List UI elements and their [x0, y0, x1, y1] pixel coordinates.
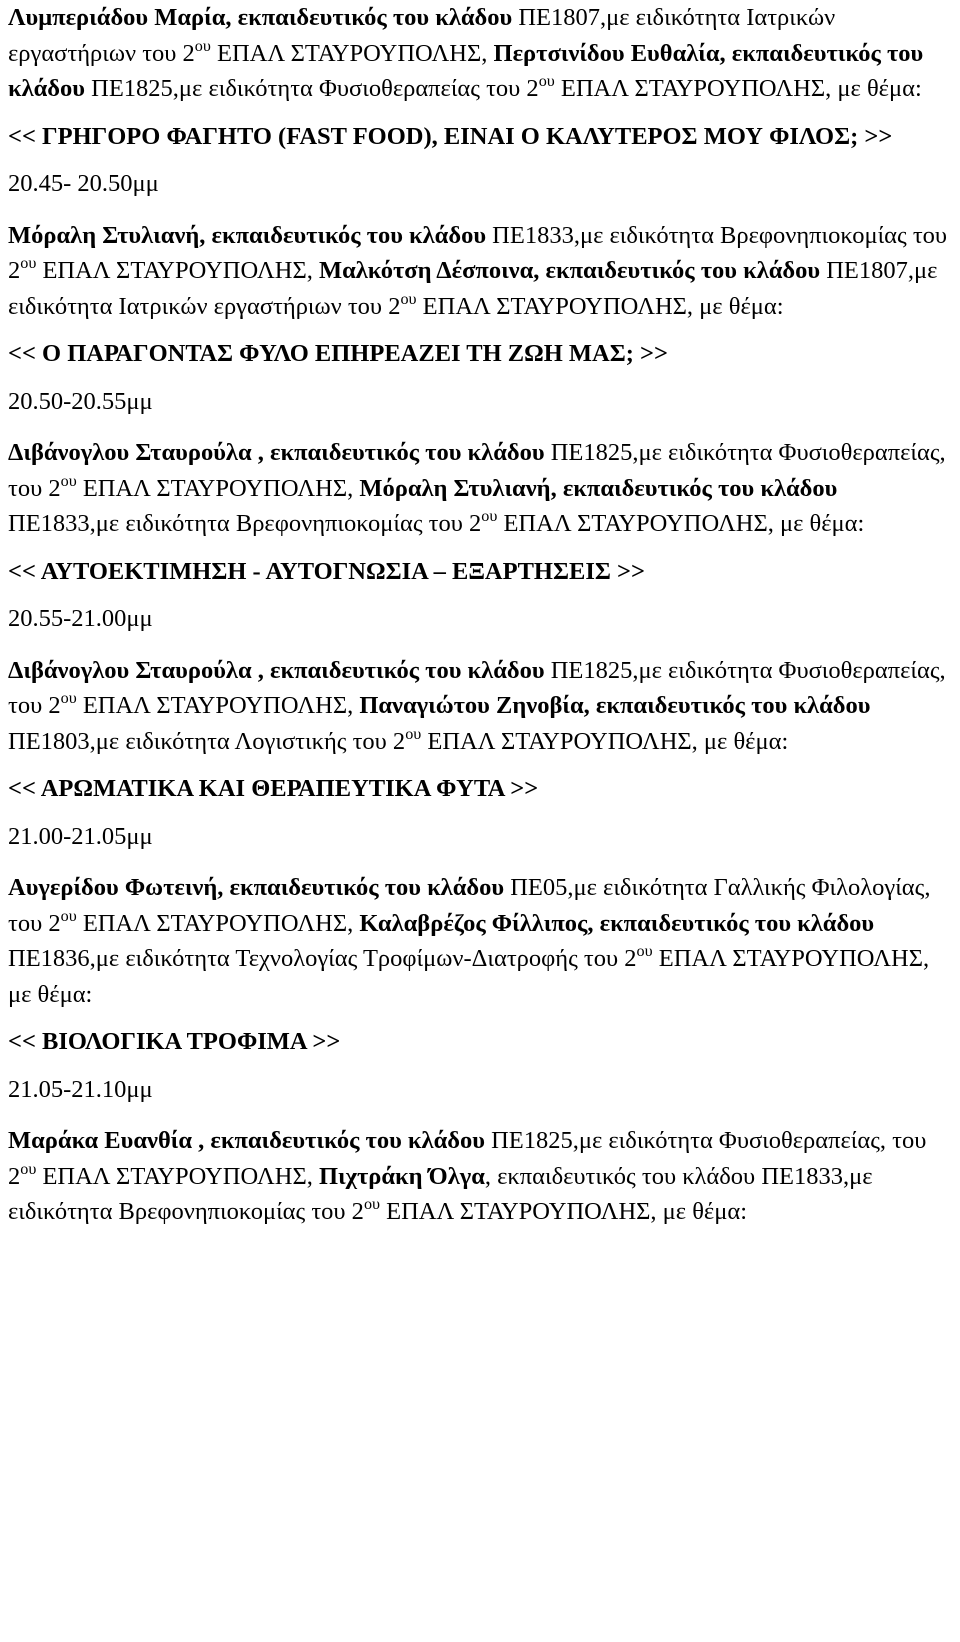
time-slot: 20.55-21.00μμ	[8, 605, 153, 632]
time-slot: 20.50-20.55μμ	[8, 387, 153, 415]
presenter-name: Λυμπεριάδου Μαρία, εκπαιδευτικός του κλάδου	[8, 4, 513, 31]
presenter-name: Παναγιώτου Ζηνοβία, εκπαιδευτικός του κλάδου	[359, 692, 871, 719]
paragraph-text: ΠΕ1836,με ειδικότητα Τεχνολογίας Τροφίμων-Διατροφής του 2	[8, 945, 637, 972]
paragraph-text: ΠΕ1833,με ειδικότητα Βρεφονηπιοκομίας του 2	[8, 510, 482, 537]
paragraph-text: ΕΠΑΛ ΣΤΑΥΡΟΥΠΟΛΗΣ,	[36, 257, 319, 284]
topic-title: << Ο ΠΑΡΑΓΟΝΤΑΣ ΦΥΛΟ ΕΠΗΡΕΑΖΕΙ ΤΗ ΖΩΗ ΜΑΣ; >>	[8, 340, 668, 367]
paragraph-text: ΠΕ1825,με ειδικότητα Φυσιοθεραπείας του 2	[85, 75, 539, 102]
presenters-paragraph	[8, 218, 952, 325]
spacer	[8, 1012, 952, 1024]
ordinal-superscript: ου	[60, 689, 77, 707]
presenter-name: Μαλκότση Δέσποινα, εκπαιδευτικός του κλάδου	[318, 257, 821, 284]
presenters-paragraph	[8, 0, 952, 107]
paragraph-text: , εκπαιδευτικός του κλάδου ΠΕ1833,με ειδικότητα Βρεφονηπιοκομίας του 2	[8, 1162, 873, 1225]
topic-title: << ΒΙΟΛΟΓΙΚΑ ΤΡΟΦΙΜΑ >>	[8, 1028, 341, 1055]
paragraph-text: ΕΠΑΛ ΣΤΑΥΡΟΥΠΟΛΗΣ, με θέμα:	[8, 945, 930, 1008]
paragraph-text: ΕΠΑΛ ΣΤΑΥΡΟΥΠΟΛΗΣ, με θέμα:	[554, 75, 922, 102]
paragraph-text: ΕΠΑΛ ΣΤΑΥΡΟΥΠΟΛΗΣ, με θέμα:	[380, 1198, 748, 1225]
paragraph-text: ΕΠΑΛ ΣΤΑΥΡΟΥΠΟΛΗΣ, με θέμα:	[497, 510, 865, 537]
spacer	[8, 202, 952, 218]
paragraph-text: ΠΕ1825,με ειδικότητα Φυσιοθεραπείας, του 2	[8, 656, 946, 719]
spacer	[8, 807, 952, 819]
paragraph-text: ΕΠΑΛ ΣΤΑΥΡΟΥΠΟΛΗΣ,	[210, 39, 494, 67]
spacer	[8, 372, 952, 384]
spacer	[8, 419, 952, 435]
paragraph-text: ΠΕ05,με ειδικότητα Γαλλικής Φιλολογίας, του 2	[8, 874, 931, 937]
presenter-name: Μόραλη Στυλιανή, εκπαιδευτικός του κλάδου	[359, 474, 838, 502]
paragraph-text: ΕΠΑΛ ΣΤΑΥΡΟΥΠΟΛΗΣ, με θέμα:	[421, 727, 789, 755]
spacer	[8, 107, 952, 119]
paragraph-text: ΠΕ1803,με ειδικότητα Λογιστικής του 2	[8, 727, 406, 755]
ordinal-superscript: ου	[194, 37, 211, 55]
ordinal-superscript: ου	[538, 72, 555, 90]
ordinal-superscript: ου	[363, 1195, 381, 1213]
ordinal-superscript: ου	[20, 1160, 37, 1178]
presenters-paragraph	[8, 435, 952, 542]
session-entry	[8, 870, 952, 1123]
presenter-name: Καλαβρέζος Φίλλιπος, εκπαιδευτικός του κλάδου	[359, 909, 875, 937]
topic-title: << ΓΡΗΓΟΡΟ ΦΑΓΗΤΟ (FAST FOOD), ΕΙΝΑΙ Ο ΚΑΛΥΤΕΡΟΣ ΜΟΥ ΦΙΛΟΣ; >>	[8, 122, 893, 150]
ordinal-superscript: ου	[636, 942, 653, 960]
spacer	[8, 324, 952, 336]
session-entry	[8, 1123, 952, 1230]
ordinal-superscript: ου	[405, 725, 422, 743]
presenters-paragraph	[8, 1123, 952, 1230]
paragraph-text: ΕΠΑΛ ΣΤΑΥΡΟΥΠΟΛΗΣ,	[76, 474, 360, 502]
time-slot: 21.05-21.10μμ	[8, 1075, 153, 1103]
presenter-name: Πιχτράκη Όλγα	[318, 1162, 485, 1190]
spacer	[8, 542, 952, 554]
spacer	[8, 1107, 952, 1123]
presenter-name: Διβάνογλου Σταυρούλα , εκπαιδευτικός του κλάδου	[8, 439, 545, 466]
spacer	[8, 854, 952, 870]
session-list	[8, 0, 952, 1230]
session-entry	[8, 435, 952, 653]
paragraph-text: ΕΠΑΛ ΣΤΑΥΡΟΥΠΟΛΗΣ,	[76, 909, 360, 937]
paragraph-text: ΕΠΑΛ ΣΤΑΥΡΟΥΠΟΛΗΣ, με θέμα:	[416, 292, 784, 320]
session-entry	[8, 653, 952, 871]
time-slot: 20.45- 20.50μμ	[8, 170, 159, 197]
topic-title: << ΑΥΤΟΕΚΤΙΜΗΣΗ - ΑΥΤΟΓΝΩΣΙΑ – ΕΞΑΡΤΗΣΕΙΣ >>	[8, 557, 645, 585]
ordinal-superscript: ου	[60, 472, 77, 490]
session-entry	[8, 0, 952, 218]
ordinal-superscript: ου	[481, 507, 498, 525]
spacer	[8, 1060, 952, 1072]
time-slot: 21.00-21.05μμ	[8, 822, 153, 850]
paragraph-text: ΠΕ1825,με ειδικότητα Φυσιοθεραπείας, του 2	[8, 439, 946, 502]
paragraph-text: ΕΠΑΛ ΣΤΑΥΡΟΥΠΟΛΗΣ,	[36, 1162, 319, 1190]
session-entry	[8, 218, 952, 436]
presenter-name: Αυγερίδου Φωτεινή, εκπαιδευτικός του κλάδου	[8, 874, 505, 901]
ordinal-superscript: ου	[60, 907, 77, 925]
spacer	[8, 759, 952, 771]
spacer	[8, 589, 952, 601]
paragraph-text: ΕΠΑΛ ΣΤΑΥΡΟΥΠΟΛΗΣ,	[76, 692, 360, 719]
spacer	[8, 154, 952, 166]
paragraph-text: ΠΕ1825,με ειδικότητα Φυσιοθεραπείας, του 2	[8, 1127, 927, 1190]
ordinal-superscript: ου	[20, 254, 37, 272]
paragraph-text: ΠΕ1807,με ειδικότητα Ιατρικών εργαστήριων του 2	[8, 4, 836, 67]
presenter-name: Μαράκα Ευανθία , εκπαιδευτικός του κλάδου	[8, 1127, 485, 1154]
presenters-paragraph	[8, 653, 952, 760]
presenter-name: Διβάνογλου Σταυρούλα , εκπαιδευτικός του κλάδου	[8, 656, 545, 684]
presenter-name: Περτσινίδου Ευθαλία, εκπαιδευτικός του κλάδου	[8, 39, 924, 102]
presenters-paragraph	[8, 870, 952, 1012]
spacer	[8, 637, 952, 653]
paragraph-text: ΠΕ1833,με ειδικότητα Βρεφονηπιοκομίας του 2	[8, 221, 948, 284]
ordinal-superscript: ου	[400, 290, 417, 308]
presenter-name: Μόραλη Στυλιανή, εκπαιδευτικός του κλάδου	[8, 221, 487, 249]
paragraph-text: ΠΕ1807,με ειδικότητα Ιατρικών εργαστήριων του 2	[8, 257, 938, 320]
topic-title: << ΑΡΩΜΑΤΙΚΑ ΚΑΙ ΘΕΡΑΠΕΥΤΙΚΑ ΦΥΤΑ >>	[8, 775, 539, 802]
